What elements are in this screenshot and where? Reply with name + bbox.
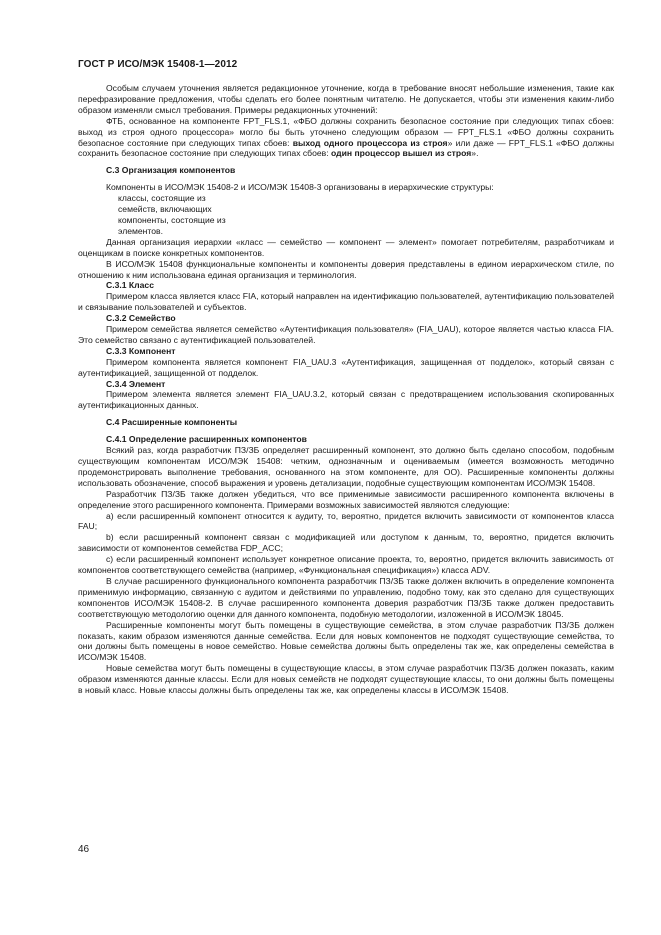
paragraph: Примером элемента является элемент FIA_UAU.3.2, который связан с предотвращением использования скопированных аутентификационных данных. (78, 389, 614, 411)
subsection-heading: С.3.3 Компонент (106, 345, 176, 356)
subsection-heading: С.3.2 Семейство (106, 313, 176, 324)
text-run: ФТБ, основанное на компоненте FPT_FLS.1, «ФБО должны сохранить безопасное состояние при следующих типах сбоев: выход из строя одного процессора» могло бы быть уточнено следующим образом — FPT_FLS.1 «ФБО должны сохранить безопасное состояние при следующих типах сбоев: (78, 115, 614, 148)
paragraph: Всякий раз, когда разработчик ПЗ/ЗБ определяет расширенный компонент, это должно быть сделано способом, подобным существующим компонентам ИСО/МЭК 15408: четким, однозначным и оцениваемым (имеется возможность методично продемонстрировать выполнение требования, основанного на этом компоненте, для ОО). Расширенные компоненты должны использовать обозначение, способ выражения и уровень детализации, подобные существующим компонентам ИСО/МЭК 15408. (78, 445, 614, 488)
section-heading: С.4 Расширенные компоненты (106, 417, 238, 428)
paragraph: Разработчик ПЗ/ЗБ также должен убедиться, что все применимые зависимости расширенного компонента включены в определение этого расширенного компонента. Примерами возможных зависимостей являются следующие: (78, 488, 614, 510)
list-item: семейств, включающих (118, 204, 212, 215)
paragraph: Примером класса является класс FIA, который направлен на идентификацию пользователей, аутентификацию пользователей и связывание пользователей и субъектов. (78, 291, 614, 313)
bold-run: выход одного процессора из строя (292, 137, 448, 148)
hierarchy-list (78, 193, 614, 237)
subsection-heading: С.3.1 Класс (106, 280, 154, 291)
page-number: 46 (78, 844, 90, 855)
paragraph: Компоненты в ИСО/МЭК 15408-2 и ИСО/МЭК 15408-3 организованы в иерархические структуры: (106, 182, 494, 193)
paragraph: В ИСО/МЭК 15408 функциональные компоненты и компоненты доверия представлены в едином иерархическом стиле, по отношению к ним использована единая организация и терминология. (78, 258, 614, 280)
list-item: элементов. (118, 225, 163, 236)
paragraph: Данная организация иерархии «класс — семейство — компонент — элемент» помогает потребителям, разработчикам и оценщикам в поиске конкретных компонентов. (78, 236, 614, 258)
list-item: классы, состоящие из (118, 193, 206, 204)
list-item: b) если расширенный компонент связан с модификацией или доступом к данным, то, вероятно, придется включить зависимости от компонентов семейства FDP_ACC; (78, 532, 614, 554)
paragraph: Расширенные компоненты могут быть помещены в существующие семейства, в этом случае разработчик ПЗ/ЗБ должен показать, каким образом изменяются данные семейства. Если для новых компонентов не подходят существующие семейства, то они должны быть помещены в новое семейство. Новые семейства должны быть определены так же, как определены семейства в ИСО/МЭК 15408. (78, 619, 614, 663)
bold-run: один процессор вышел из строя (331, 148, 472, 159)
paragraph: Примером компонента является компонент FIA_UAU.3 «Аутентификация, защищенная от подделок», который связан с аутентификацией, защищенной от подделок. (78, 356, 614, 378)
list-item: с) если расширенный компонент использует конкретное описание проекта, то, вероятно, придется включить зависимость от компонентов соответствующего семейства (например, «Функциональная спецификация») класса ADV. (78, 554, 614, 576)
page-content (78, 83, 614, 696)
text-run: ». (471, 148, 479, 159)
page-header: ГОСТ Р ИСО/МЭК 15408-1—2012 (78, 59, 238, 70)
list-item: а) если расширенный компонент относится к аудиту, то, вероятно, придется включить зависимости от компонентов класса FAU; (78, 510, 614, 532)
paragraph: Новые семейства могут быть помещены в существующие классы, в этом случае разработчик ПЗ/ЗБ должен показать, каким образом изменяются данные классы. Если для новых семейств не подходят существующие классы, то они должны быть помещены в новый класс. Новые классы должны быть определены так же, как определены классы в ИСО/МЭК 15408. (78, 663, 614, 696)
paragraph: В случае расширенного функционального компонента разработчик ПЗ/ЗБ также должен включить в определение компонента применимую информацию, связанную с аудитом и действиями по управлению, подобно тому, как это сделано для существующих компонентов ИСО/МЭК 15408-2. В случае расширенного компонента доверия разработчик ПЗ/ЗБ также должен предоставить соответствующую методологию оценки для данного компонента, подобную методологии, изложенной в ИСО/МЭК 18045. (78, 575, 614, 619)
text-run: » или даже — FPT_FLS.1 «ФБО должны сохранить безопасное состояние при следующих типах сбоев: (78, 137, 614, 159)
paragraph: Примером семейства является семейство «Аутентификация пользователя» (FIA_UAU), которое является частью класса FIA. Это семейство связано с аутентификацией пользователей. (78, 324, 614, 345)
paragraph-example (78, 116, 614, 160)
section-heading: С.3 Организация компонентов (106, 165, 236, 176)
subsection-heading: С.3.4 Элемент (106, 378, 166, 389)
subsection-heading: С.4.1 Определение расширенных компонентов (106, 434, 307, 445)
list-item: компоненты, состоящие из (118, 214, 226, 225)
paragraph: Особым случаем уточнения является редакционное уточнение, когда в требование вносят небольшие изменения, такие как перефразирование предложения, чтобы сделать его более понятным читателю. Не допускается, чтобы эти изменения каким-либо образом изменяли смысл требования. Примеры редакционных уточнений: (78, 83, 614, 115)
